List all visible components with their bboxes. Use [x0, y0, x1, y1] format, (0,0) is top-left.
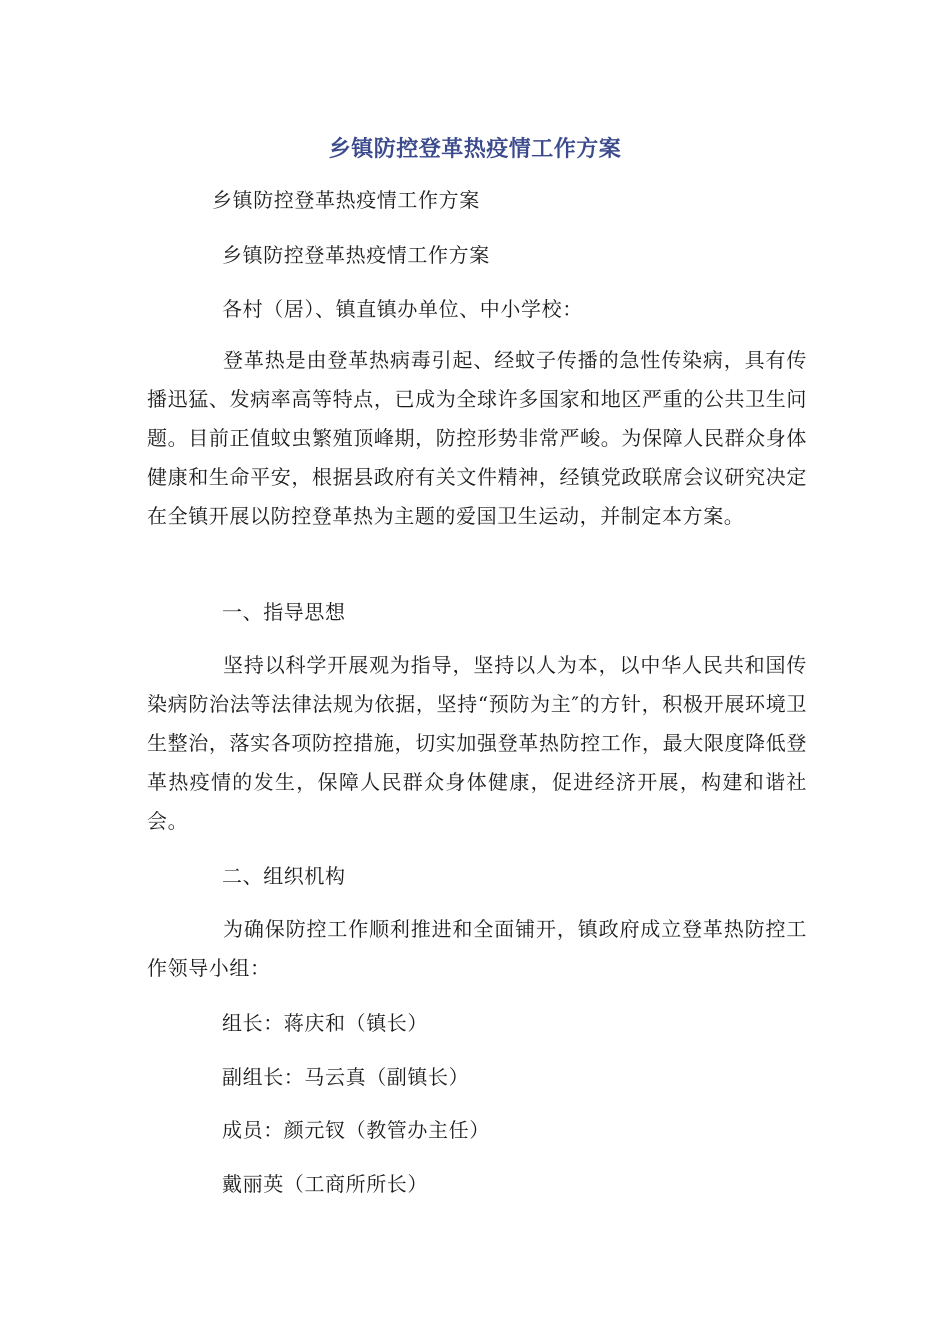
subtitle-line-2: 乡镇防控登革热疫情工作方案: [222, 243, 490, 267]
salutation: 各村（居）、镇直镇办单位、中小学校：: [222, 297, 583, 321]
section-2-heading: 二、组织机构: [222, 864, 346, 888]
document-title: 乡镇防控登革热疫情工作方案: [328, 137, 622, 162]
member-commerce-director: 戴丽英（工商所所长）: [222, 1172, 428, 1196]
section-1-paragraph: 坚持以科学开展观为指导，坚持以人为本，以中华人民共和国传染病防治法等法律法规为依据，坚持“预防为主″的方针，积极开展环境卫生整治，落实各项防控措施，切实加强登革热防控工作，最大限度降低登革热疫情的发生，保障人民群众身体健康，促进经济开展，构建和谐社会。: [147, 653, 807, 833]
section-1-heading: 一、指导思想: [222, 600, 346, 624]
intro-paragraph: 登革热是由登革热病毒引起、经蚊子传播的急性传染病，具有传播迅猛、发病率高等特点，已成为全球许多国家和地区严重的公共卫生问题。目前正值蚊虫繁殖顶峰期，防控形势非常严峻。为保障人民群众身体健康和生命平安，根据县政府有关文件精神，经镇党政联席会议研究决定在全镇开展以防控登革热为主题的爱国卫生运动，并制定本方案。: [147, 348, 807, 528]
section-2-paragraph: 为确保防控工作顺利推进和全面铺开，镇政府成立登革热防控工作领导小组：: [147, 917, 807, 980]
member-group-leader: 组长：蒋庆和（镇长）: [222, 1011, 428, 1035]
subtitle-line-1: 乡镇防控登革热疫情工作方案: [212, 188, 480, 212]
member-deputy-leader: 副组长：马云真（副镇长）: [222, 1065, 470, 1089]
member-education-director: 成员：颜元钗（教管办主任）: [222, 1118, 490, 1142]
